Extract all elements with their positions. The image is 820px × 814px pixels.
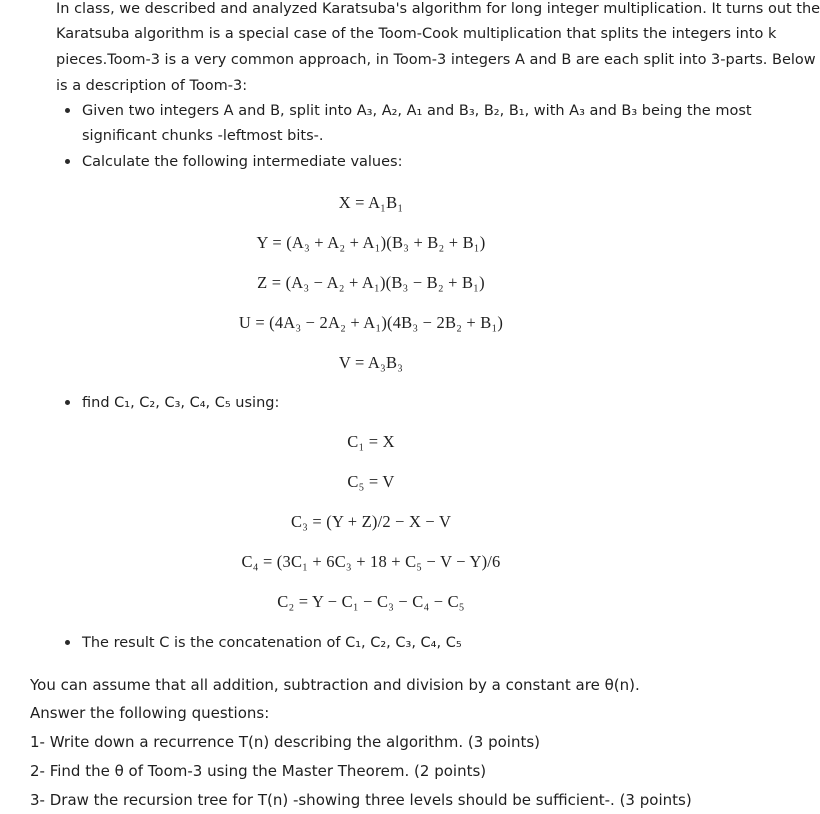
intro-line-4: is a description of Toom-3: xyxy=(56,78,248,94)
equation-u: U = (4A₃ − 2A₂ + A₁)(4B₃ − 2B₂ + B₁) xyxy=(238,313,504,332)
split-description-line-2: significant chunks -leftmost bits-. xyxy=(82,128,324,144)
equation-c5: C₅ = V xyxy=(347,472,395,491)
bullet-dot xyxy=(65,159,70,164)
equation-z: Z = (A₃ − A₂ + A₁)(B₃ − B₂ + B₁) xyxy=(257,273,485,292)
question-3: 3- Draw the recursion tree for T(n) -showing three levels should be sufficient-. (3 points) xyxy=(30,791,692,809)
intermediate-values-label: Calculate the following intermediate values: xyxy=(82,154,403,170)
equation-c4: C₄ = (3C₁ + 6C₃ + 18 + C₅ − V − Y)/6 xyxy=(241,552,501,571)
equation-x: X = A₁B₁ xyxy=(338,193,404,212)
intro-line-3: pieces.Toom-3 is a very common approach, in Toom-3 integers A and B are each split into 3-parts. Below xyxy=(56,52,816,68)
intro-line-2: Karatsuba algorithm is a special case of the Toom-Cook multiplication that splits the integers into k xyxy=(56,26,777,42)
equation-y: Y = (A₃ + A₂ + A₁)(B₃ + B₂ + B₁) xyxy=(256,233,486,252)
bullet-dot xyxy=(65,108,70,113)
bullet-dot xyxy=(65,640,70,645)
intro-line-1: In class, we described and analyzed Karatsuba's algorithm for long integer multiplication. It turns out the xyxy=(56,1,820,17)
equation-c1: C₁ = X xyxy=(347,432,395,451)
answer-prompt: Answer the following questions: xyxy=(30,704,270,722)
assumption-text: You can assume that all addition, subtraction and division by a constant are θ(n). xyxy=(30,676,640,694)
result-description: The result C is the concatenation of C₁, C₂, C₃, C₄, C₅ xyxy=(82,635,462,651)
split-description-line-1: Given two integers A and B, split into A₃, A₂, A₁ and B₃, B₂, B₁, with A₃ and B₃ being the most xyxy=(82,103,752,119)
equation-c3: C₃ = (Y + Z)/2 − X − V xyxy=(290,512,452,531)
question-2: 2- Find the θ of Toom-3 using the Master Theorem. (2 points) xyxy=(30,762,487,780)
bullet-dot xyxy=(65,400,70,405)
equation-v: V = A₃B₃ xyxy=(338,353,404,372)
equation-c2: C₂ = Y − C₁ − C₃ − C₄ − C₅ xyxy=(277,592,465,611)
find-c-label: find C₁, C₂, C₃, C₄, C₅ using: xyxy=(82,395,280,411)
question-1: 1- Write down a recurrence T(n) describing the algorithm. (3 points) xyxy=(30,733,541,751)
